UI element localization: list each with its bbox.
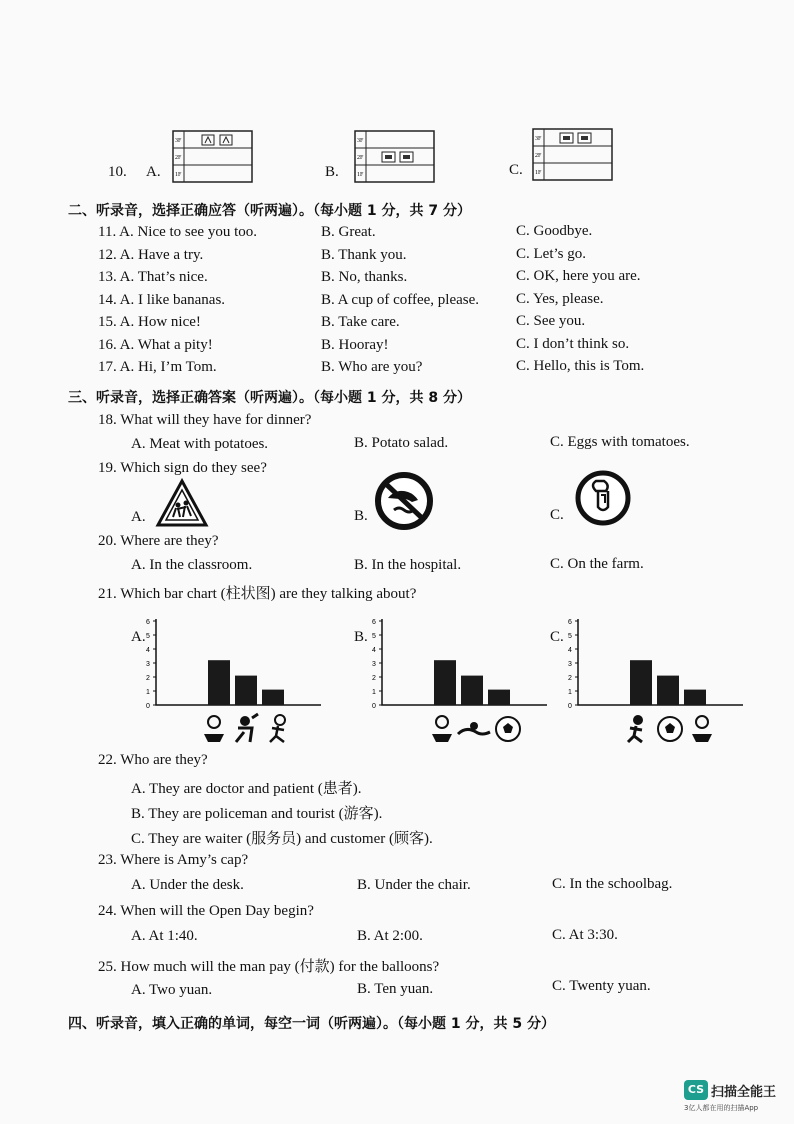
y-tick-label: 4 xyxy=(372,647,376,654)
y-tick-label: 6 xyxy=(146,619,150,626)
q25-option-b: B. Ten yuan. xyxy=(357,981,434,997)
y-tick-label: 3 xyxy=(146,661,150,668)
person-reading-icon xyxy=(204,716,224,742)
q23-option-b: B. Under the chair. xyxy=(357,877,471,893)
q12-option-b: B. Thank you. xyxy=(321,246,407,263)
y-tick-label: 3 xyxy=(568,661,572,668)
person-reading-icon xyxy=(432,716,452,742)
floor-label: 1F xyxy=(535,170,542,176)
floor-label: 1F xyxy=(357,172,364,178)
section-2-heading: 二、听录音，选择正确应答（听两遍）。（每小题 1 分，共 7 分） xyxy=(68,203,471,219)
floor-label: 3F xyxy=(357,138,364,144)
q24-option-c: C. At 3:30. xyxy=(552,927,618,943)
q19-option-b: B. xyxy=(354,508,368,524)
y-tick-label: 2 xyxy=(568,675,572,682)
y-tick-label: 0 xyxy=(146,703,150,710)
y-tick-label: 4 xyxy=(568,647,572,654)
bar-3 xyxy=(684,690,706,705)
q15-option-a: 15. A. How nice! xyxy=(98,314,201,330)
q18-option-b: B. Potato salad. xyxy=(354,435,449,451)
bar-3 xyxy=(262,690,284,705)
q15-option-b: B. Take care. xyxy=(321,314,400,330)
building-a-picture xyxy=(172,130,254,184)
bar-chart-c xyxy=(564,614,746,714)
bar-1 xyxy=(434,660,456,705)
person-reading-icon xyxy=(692,716,712,742)
chart-b-activity-icons xyxy=(430,712,524,746)
q25-option-a: A. Two yuan. xyxy=(131,982,213,998)
no-swimming-sign-icon xyxy=(374,472,434,530)
floor-label: 2F xyxy=(535,153,542,159)
football-icon xyxy=(658,717,682,741)
chart-a-label: A. xyxy=(131,629,146,645)
floor-label: 3F xyxy=(535,136,542,142)
q24-option-a: A. At 1:40. xyxy=(131,928,198,944)
q17-option-a: 17. A. Hi, I’m Tom. xyxy=(98,359,217,375)
q21-question: 21. Which bar chart (柱状图) are they talking about? xyxy=(98,586,417,602)
y-tick-label: 4 xyxy=(146,647,150,654)
person-running-icon xyxy=(270,715,285,742)
chart-a-activity-icons xyxy=(200,712,300,746)
q13-option-a: 13. A. That’s nice. xyxy=(98,269,208,285)
floor-label: 2F xyxy=(175,155,182,161)
q23-option-a: A. Under the desk. xyxy=(131,877,244,893)
building-c-picture xyxy=(532,128,614,182)
q20-option-b: B. In the hospital. xyxy=(354,557,462,573)
floor-label: 2F xyxy=(357,155,364,161)
q14-option-a: 14. A. I like bananas. xyxy=(98,291,226,308)
q10-number: 10. xyxy=(108,164,127,180)
q12-option-a: 12. A. Have a try. xyxy=(98,246,204,263)
building-b-picture xyxy=(354,130,436,184)
watermark-brand: 扫描全能王 xyxy=(711,1085,777,1100)
scanner-logo-icon: CS xyxy=(684,1080,708,1100)
q20-question: 20. Where are they? xyxy=(98,533,219,549)
bar-3 xyxy=(488,690,510,705)
chart-c-activity-icons xyxy=(624,712,718,746)
q23-question: 23. Where is Amy’s cap? xyxy=(98,852,249,868)
q11-option-a: 11. A. Nice to see you too. xyxy=(98,224,258,240)
q10-option-a: A. xyxy=(146,164,161,180)
children-crossing-sign-icon xyxy=(156,478,208,528)
y-tick-label: 0 xyxy=(568,703,572,710)
q20-option-a: A. In the classroom. xyxy=(131,557,253,573)
y-tick-label: 2 xyxy=(146,675,150,682)
q16-option-b: B. Hooray! xyxy=(321,336,389,353)
q20-option-c: C. On the farm. xyxy=(550,556,644,572)
bar-2 xyxy=(657,676,679,705)
bar-chart-b xyxy=(368,614,550,714)
q11-option-b: B. Great. xyxy=(321,224,376,240)
y-tick-label: 6 xyxy=(372,619,376,626)
y-tick-label: 0 xyxy=(372,703,376,710)
chart-b-label: B. xyxy=(354,629,368,645)
q12-option-c: C. Let’s go. xyxy=(516,245,586,262)
y-tick-label: 5 xyxy=(568,633,572,640)
q18-option-c: C. Eggs with tomatoes. xyxy=(550,434,690,450)
watermark-tagline: 3亿人都在用的扫描App xyxy=(684,1104,759,1112)
q19-option-a: A. xyxy=(131,509,146,525)
section-4-heading: 四、听录音，填入正确的单词，每空一词（听两遍）。（每小题 1 分，共 5 分） xyxy=(68,1016,555,1032)
y-tick-label: 2 xyxy=(372,675,376,682)
no-smoking-sign-icon xyxy=(574,469,632,527)
q16-option-a: 16. A. What a pity! xyxy=(98,336,213,353)
y-tick-label: 3 xyxy=(372,661,376,668)
swimming-icon xyxy=(458,722,490,734)
q19-option-c: C. xyxy=(550,507,564,523)
q24-option-b: B. At 2:00. xyxy=(357,928,423,944)
q14-option-c: C. Yes, please. xyxy=(516,290,604,307)
q10-option-b: B. xyxy=(325,164,339,180)
q14-option-b: B. A cup of coffee, please. xyxy=(321,291,480,308)
q13-option-c: C. OK, here you are. xyxy=(516,268,641,284)
q22-question: 22. Who are they? xyxy=(98,752,208,768)
q16-option-c: C. I don’t think so. xyxy=(516,335,630,352)
y-tick-label: 1 xyxy=(568,689,572,696)
q17-option-c: C. Hello, this is Tom. xyxy=(516,358,645,374)
bar-1 xyxy=(630,660,652,705)
q25-option-c: C. Twenty yuan. xyxy=(552,978,651,994)
q22-option-c: C. They are waiter (服务员) and customer (顾客). xyxy=(131,831,433,847)
q10-option-c: C. xyxy=(509,162,523,178)
q19-question: 19. Which sign do they see? xyxy=(98,460,267,476)
q11-option-c: C. Goodbye. xyxy=(516,223,593,239)
bar-1 xyxy=(208,660,230,705)
football-icon xyxy=(496,717,520,741)
floor-label: 1F xyxy=(175,172,182,178)
q17-option-b: B. Who are you? xyxy=(321,359,423,375)
q18-option-a: A. Meat with potatoes. xyxy=(131,436,269,452)
y-tick-label: 1 xyxy=(372,689,376,696)
q13-option-b: B. No, thanks. xyxy=(321,269,408,285)
person-running-icon xyxy=(628,715,643,742)
q25-question: 25. How much will the man pay (付款) for the balloons? xyxy=(98,959,440,975)
bar-chart-a xyxy=(142,614,324,714)
q22-option-a: A. They are doctor and patient (患者). xyxy=(131,781,362,797)
y-tick-label: 6 xyxy=(568,619,572,626)
q15-option-c: C. See you. xyxy=(516,313,586,329)
y-tick-label: 5 xyxy=(372,633,376,640)
q24-question: 24. When will the Open Day begin? xyxy=(98,903,314,919)
q18-question: 18. What will they have for dinner? xyxy=(98,412,312,428)
chart-c-label: C. xyxy=(550,629,564,645)
y-tick-label: 1 xyxy=(146,689,150,696)
person-drawing-icon xyxy=(236,714,258,742)
floor-label: 3F xyxy=(175,138,182,144)
q23-option-c: C. In the schoolbag. xyxy=(552,876,673,892)
bar-2 xyxy=(235,676,257,705)
section-3-heading: 三、听录音，选择正确答案（听两遍）。（每小题 1 分，共 8 分） xyxy=(68,390,471,406)
y-tick-label: 5 xyxy=(146,633,150,640)
bar-2 xyxy=(461,676,483,705)
q22-option-b: B. They are policeman and tourist (游客). xyxy=(131,806,383,822)
